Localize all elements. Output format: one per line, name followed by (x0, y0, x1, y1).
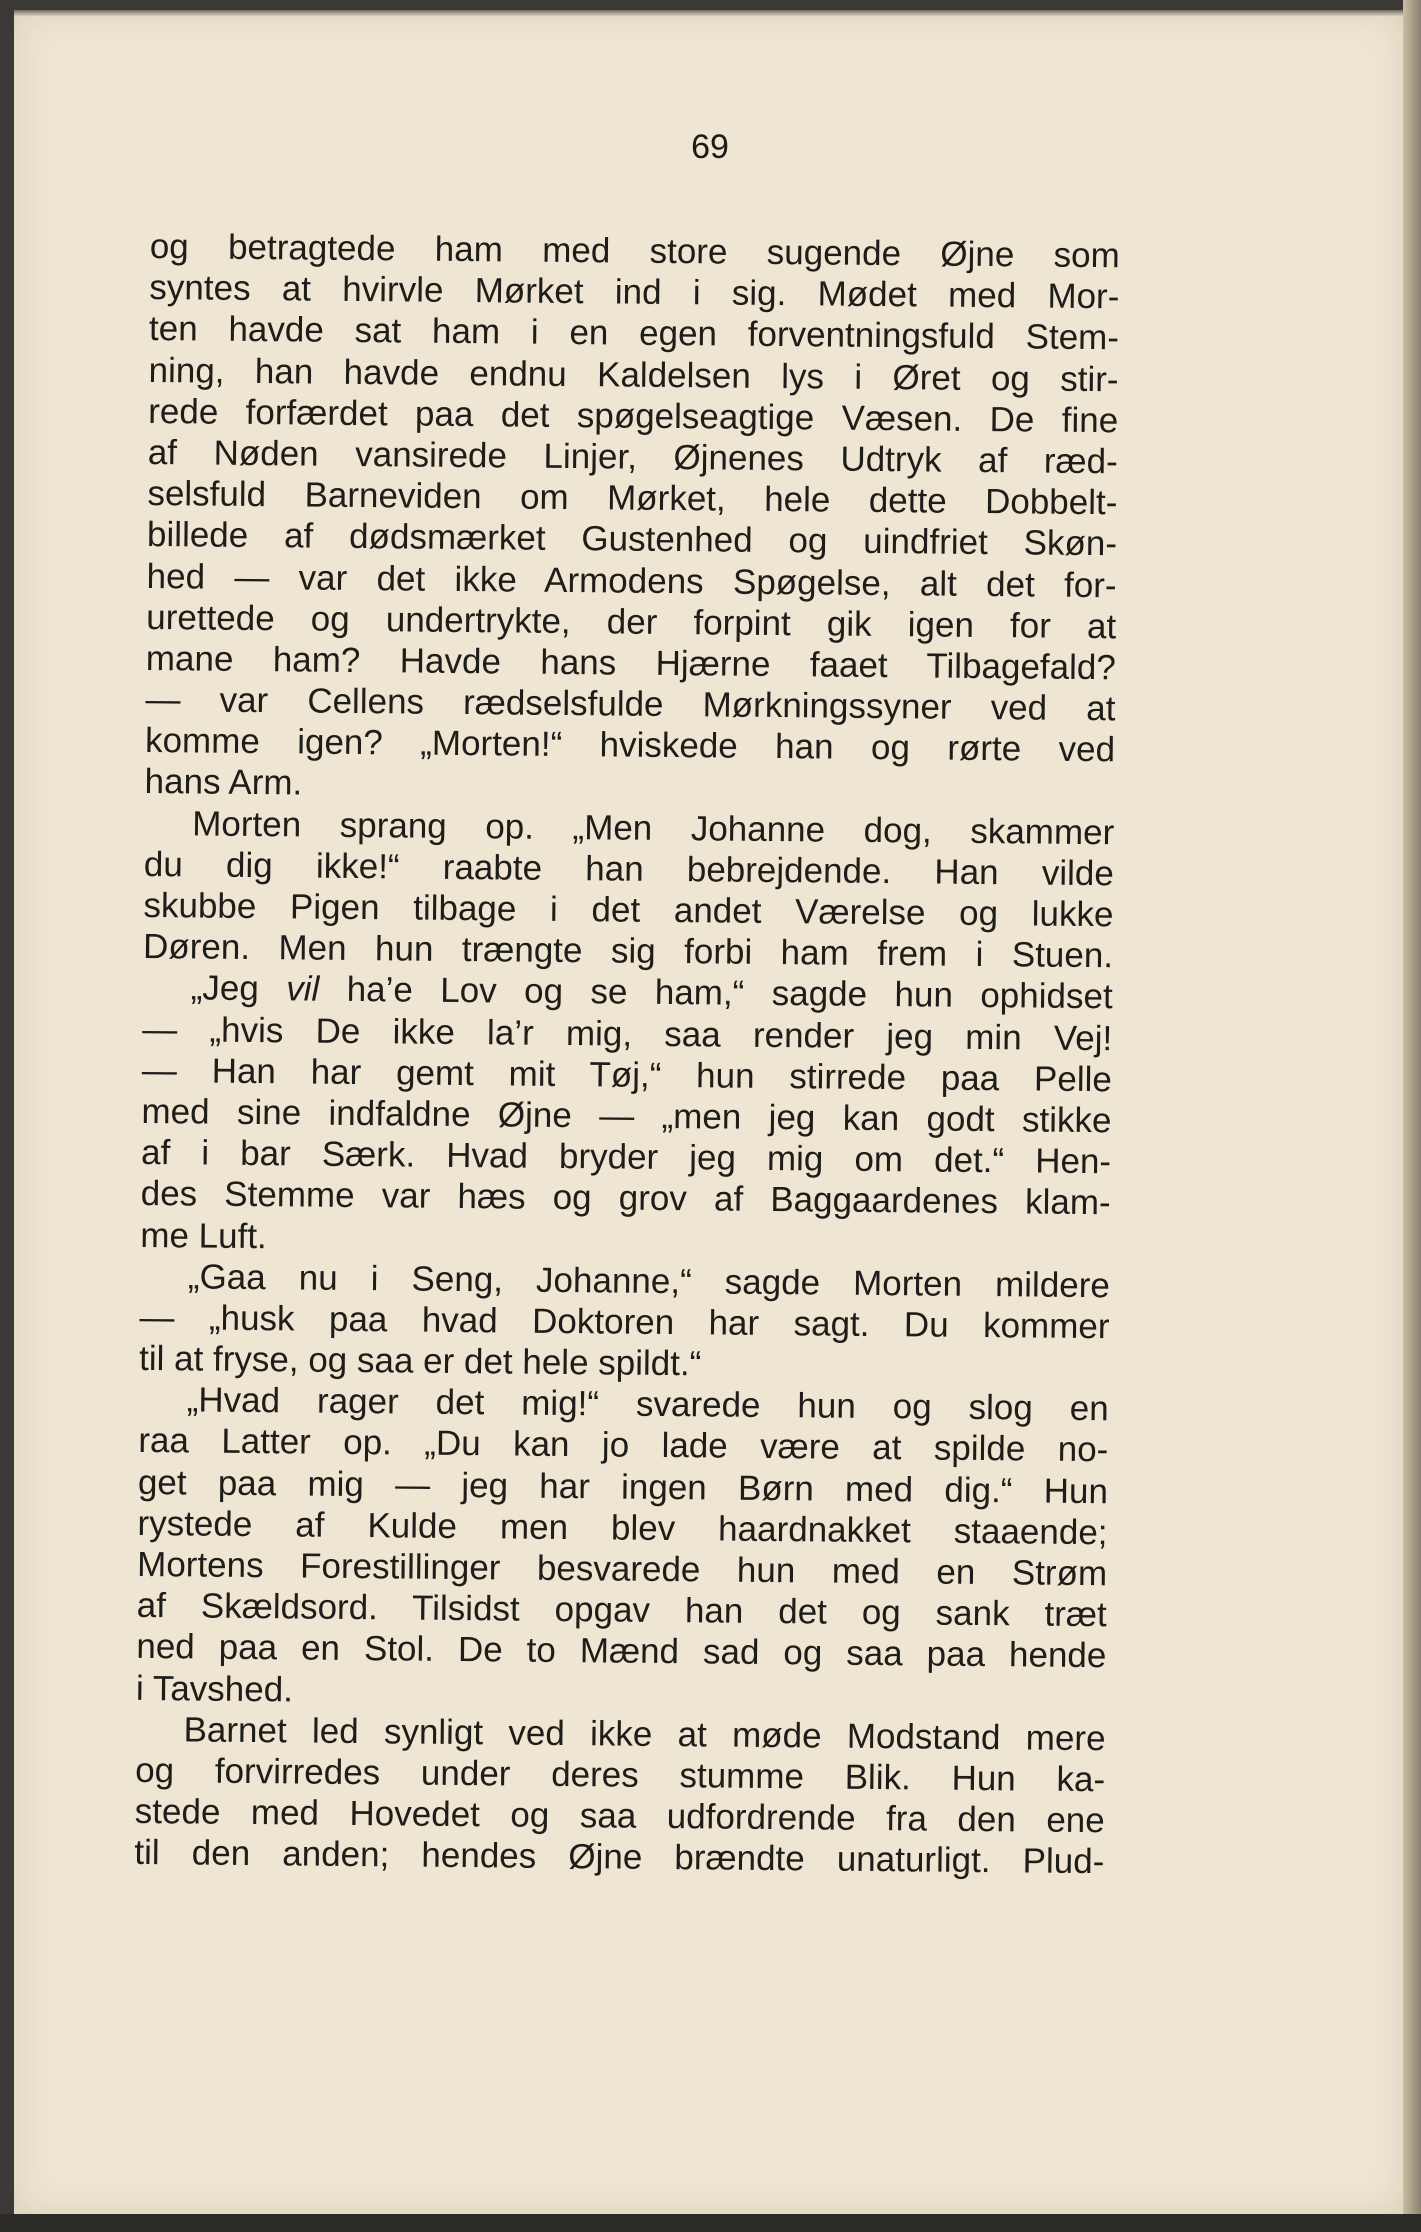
text-line: og betragtede ham med store sugende Øjne som (149, 226, 1120, 276)
text-line: af i bar Særk. Hvad bryder jeg mig om det.“ Hen- (140, 1133, 1112, 1182)
text-line: syntes at hvirvle Mørket ind i sig. Mødet med Mor- (149, 268, 1120, 317)
text-line: — „husk paa hvad Doktoren har sagt. Du kommer (139, 1297, 1110, 1347)
text-line: hans Arm. (144, 762, 303, 803)
text-line: ning, han havde endnu Kaldelsen lys i Øret og stir- (148, 350, 1119, 399)
text-line: get paa mig — jeg har ingen Børn med dig.“ Hun (137, 1462, 1109, 1511)
text-line: stede med Hovedet og saa udfordrende fra den ene (134, 1792, 1105, 1841)
book-spine-edge (1403, 0, 1421, 2232)
text-line: skubbe Pigen tilbage i det andet Værelse og lukke (143, 885, 1114, 935)
text-line: du dig ikke!“ raabte han bebrejdende. Han vilde (143, 844, 1115, 894)
text-line: Barnet led synligt ved ikke at møde Modstand mere (183, 1710, 1106, 1758)
text-segment: „Jeg (190, 968, 287, 1009)
page-number: 69 (691, 128, 729, 166)
text-line: raa Latter op. „Du kan jo lade være at spilde no- (138, 1421, 1109, 1470)
text-line: des Stemme var hæs og grov af Baggaardenes klam- (140, 1174, 1111, 1223)
body-text (134, 226, 1120, 1883)
text-line: hed — var det ikke Armodens Spøgelse, alt det for- (146, 556, 1117, 605)
text-line: rede forfærdet paa det spøgelseagtige Væsen. De fine (148, 391, 1119, 441)
text-line: ten havde sat ham i en egen forventningsfuld Stem- (148, 309, 1120, 358)
text-line: — „hvis De ikke la’r mig, saa render jeg min Vej! (142, 1009, 1113, 1058)
text-line: mane ham? Havde hans Hjærne faaet Tilbagefald? (145, 638, 1116, 688)
text-line: til den anden; hendes Øjne brændte unaturligt. Plud- (134, 1833, 1105, 1882)
text-line: Morten sprang op. „Men Johanne dog, skammer (192, 804, 1115, 852)
text-line: af Nøden vansirede Linjer, Øjnenes Udtryk af ræd- (147, 432, 1118, 482)
text-line: med sine indfaldne Øjne — „men jeg kan godt stikke (141, 1091, 1112, 1141)
text-line: Mortens Forestillinger besvarede hun med en Strøm (136, 1544, 1108, 1594)
text-line: „Gaa nu i Seng, Johanne,“ sagde Morten mildere (187, 1257, 1111, 1305)
text-line: og forvirredes under deres stumme Blik. Hun ka- (134, 1750, 1106, 1800)
text-line: selsfuld Barneviden om Mørket, hele dette Dobbelt- (147, 474, 1118, 523)
text-line: Døren. Men hun trængte sig forbi ham frem i Stuen. (142, 927, 1114, 976)
book-page (14, 10, 1409, 2215)
page-top-edge (14, 10, 1406, 16)
text-line: af Skældsord. Tilsidst opgav han det og sank træt (136, 1586, 1107, 1635)
text-line: „Hvad rager det mig!“ svarede hun og slog en (186, 1380, 1109, 1429)
text-line: til at fryse, og saa er det hele spildt.“ (138, 1339, 702, 1384)
text-line: me Luft. (140, 1215, 267, 1256)
text-line: — Han har gemt mit Tøj,“ hun stirrede paa Pelle (141, 1050, 1113, 1100)
text-line: urettede og undertrykte, der forpint gik igen for at (146, 597, 1117, 646)
text-line: — var Cellens rædselsfulde Mørkningssyner ved at (145, 680, 1116, 729)
text-line: ned paa en Stol. De to Mænd sad og saa paa hende (136, 1627, 1107, 1676)
text-line: i Tavshed. (135, 1668, 294, 1710)
text-line: rystede af Kulde men blev haardnakket staaende; (137, 1503, 1108, 1553)
text-segment: ha’e Lov og se ham,“ sagde hun ophidset (319, 970, 1113, 1017)
scan-bottom-edge (0, 2214, 1421, 2232)
text-line: billede af dødsmærket Gustenhed og uindfriet Skøn- (146, 515, 1118, 564)
emphasized-word: vil (286, 969, 320, 1010)
text-line: komme igen? „Morten!“ hviskede han og rørte ved (144, 721, 1116, 770)
